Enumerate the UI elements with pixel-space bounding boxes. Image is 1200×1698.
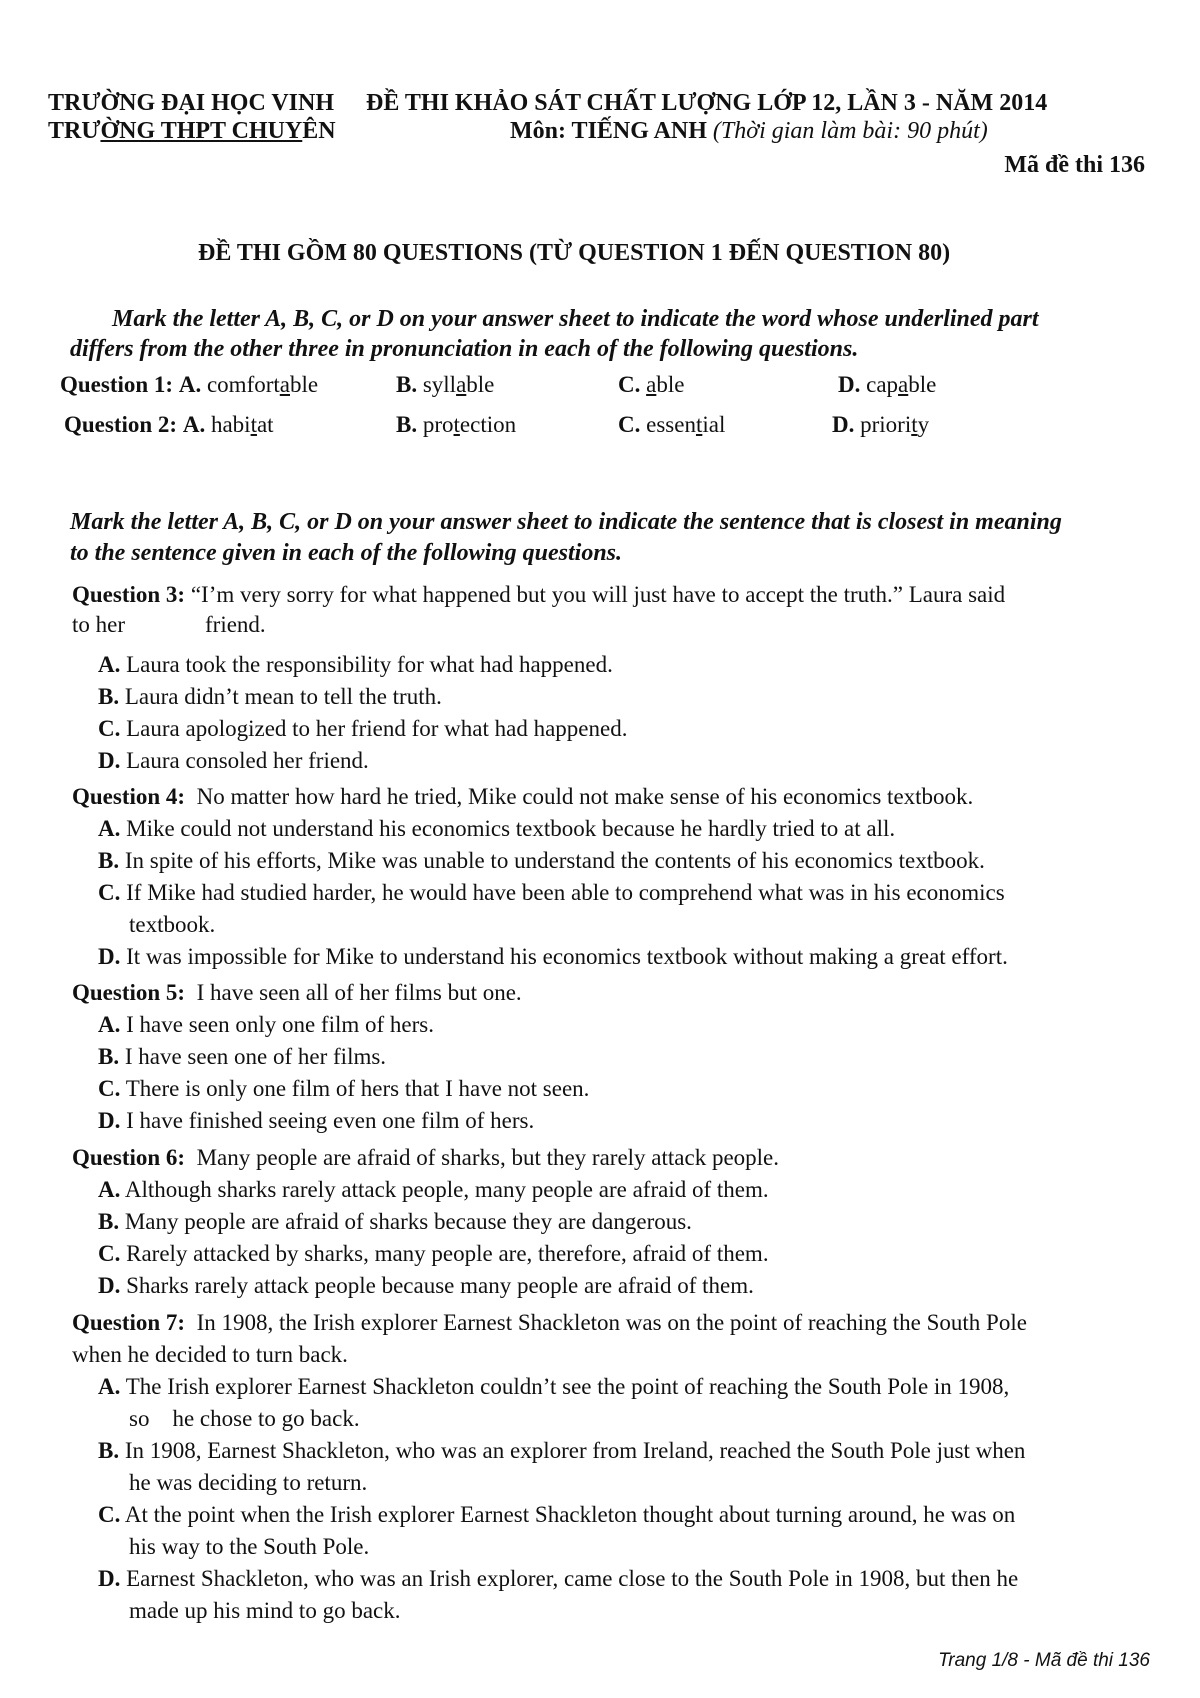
q6-c-text: Rarely attacked by sharks, many people are, therefore, afraid of them. xyxy=(120,1241,769,1266)
q6-stem-text: Many people are afraid of sharks, but they rarely attack people. xyxy=(196,1145,780,1170)
q7-c-letter: C. xyxy=(98,1502,121,1527)
q2-option-d xyxy=(832,412,929,438)
q5-d-text: I have finished seeing even one film of hers. xyxy=(120,1108,535,1133)
q3-option-a xyxy=(98,652,613,678)
q6-b-text: Many people are afraid of sharks because they are dangerous. xyxy=(119,1209,692,1234)
q4-b-letter: B. xyxy=(98,848,120,873)
q2-d-pre: priori xyxy=(854,412,912,437)
q6-a-letter: A. xyxy=(98,1177,121,1202)
q5-label: Question 5: xyxy=(72,980,186,1005)
q1-a-post: ble xyxy=(290,372,319,397)
q7-a-letter: A. xyxy=(98,1374,121,1399)
q2-a-letter: A. xyxy=(182,412,206,437)
q6-option-b xyxy=(98,1209,692,1235)
q1-b-letter: B. xyxy=(396,372,418,397)
q1-option-c xyxy=(618,372,684,398)
q5-c-text: There is only one film of hers that I have not seen. xyxy=(120,1076,590,1101)
q7-label: Question 7: xyxy=(72,1310,186,1335)
q1-d-post: ble xyxy=(908,372,937,397)
q2-b-pre: pro xyxy=(417,412,454,437)
q7-stem-line2: when he decided to turn back. xyxy=(72,1342,348,1367)
subject-label: Môn: TIẾNG ANH xyxy=(510,118,707,144)
q7-option-b-cont: he was deciding to return. xyxy=(129,1470,368,1495)
q3-b-letter: B. xyxy=(98,684,120,709)
q3-label: Question 3: xyxy=(72,582,186,607)
q4-option-b xyxy=(98,848,985,874)
q6-stem xyxy=(72,1145,779,1171)
q7-option-d-cont: made up his mind to go back. xyxy=(129,1598,401,1623)
q2-option-b xyxy=(396,412,516,438)
exam-code: Mã đề thi 136 xyxy=(1004,152,1145,178)
q7-stem-line1 xyxy=(72,1310,1027,1336)
section1-instruction-line1: Mark the letter A, B, C, or D on your answer sheet to indicate the word whose underlined part xyxy=(112,306,1039,332)
main-title: ĐỀ THI GỒM 80 QUESTIONS (TỪ QUESTION 1 ĐẾN QUESTION 80) xyxy=(198,240,951,266)
section2-instruction-line1: Mark the letter A, B, C, or D on your answer sheet to indicate the sentence that is closest in meaning xyxy=(70,509,1062,535)
q1-label: Question 1: xyxy=(60,372,174,397)
q4-option-d xyxy=(98,944,1008,970)
q7-a-text: The Irish explorer Earnest Shackleton couldn’t see the point of reaching the South Pole in 1908, xyxy=(120,1374,1010,1399)
q5-b-text: I have seen one of her films. xyxy=(119,1044,387,1069)
q6-d-letter: D. xyxy=(98,1273,121,1298)
q4-a-text: Mike could not understand his economics textbook because he hardly tried to at all. xyxy=(120,816,896,841)
q1-a-letter: A. xyxy=(178,372,202,397)
q7-b-text: In 1908, Earnest Shackleton, who was an explorer from Ireland, reached the South Pole just when xyxy=(119,1438,1026,1463)
q7-c-text: At the point when the Irish explorer Earnest Shackleton thought about turning around, he was on xyxy=(120,1502,1016,1527)
q3-stem-line2b: friend. xyxy=(205,612,266,637)
section1-instruction-line2: differs from the other three in pronunciation in each of the following questions. xyxy=(70,336,859,362)
q2-option-c xyxy=(618,412,725,438)
q6-option-c xyxy=(98,1241,769,1267)
section2-instruction-line2: to the sentence given in each of the following questions. xyxy=(70,540,623,566)
q7-option-c-cont: his way to the South Pole. xyxy=(129,1534,370,1559)
q5-a-letter: A. xyxy=(98,1012,121,1037)
q7-option-c xyxy=(98,1502,1015,1528)
q2-d-post: y xyxy=(917,412,930,437)
q3-a-letter: A. xyxy=(98,652,121,677)
q1-option-d xyxy=(838,372,936,398)
q1-option-b xyxy=(396,372,494,398)
q4-option-a xyxy=(98,816,895,842)
q1 xyxy=(60,372,318,398)
q7-option-a-cont: so he chose to go back. xyxy=(129,1406,360,1431)
q2-c-letter: C. xyxy=(618,412,641,437)
q4-c-letter: C. xyxy=(98,880,121,905)
q3-a-text: Laura took the responsibility for what had happened. xyxy=(120,652,613,677)
q6-b-letter: B. xyxy=(98,1209,120,1234)
q3-stem-text: “I’m very sorry for what happened but you will just have to accept the truth.” Laura said xyxy=(190,582,1006,607)
q6-a-text: Although sharks rarely attack people, many people are afraid of them. xyxy=(120,1177,769,1202)
q1-d-letter: D. xyxy=(838,372,861,397)
q3-option-d xyxy=(98,748,369,774)
q6-c-letter: C. xyxy=(98,1241,121,1266)
q5-a-text: I have seen only one film of hers. xyxy=(120,1012,434,1037)
q7-stem-text: In 1908, the Irish explorer Earnest Shackleton was on the point of reaching the South Pole xyxy=(196,1310,1027,1335)
q2 xyxy=(64,412,274,438)
q5-stem-text: I have seen all of her films but one. xyxy=(196,980,522,1005)
q7-option-a xyxy=(98,1374,1009,1400)
q6-d-text: Sharks rarely attack people because many people are afraid of them. xyxy=(120,1273,754,1298)
q1-a-pre: comfort xyxy=(201,372,280,397)
school-subname-post: ÊN xyxy=(302,118,336,144)
q2-b-letter: B. xyxy=(396,412,418,437)
q1-d-pre: cap xyxy=(860,372,899,397)
time-note: (Thời gian làm bài: 90 phút) xyxy=(712,118,988,144)
q7-option-d xyxy=(98,1566,1018,1592)
q1-b-pre: syll xyxy=(417,372,457,397)
q2-d-underlined: t xyxy=(911,412,918,437)
school-subname-pre: TRƯ xyxy=(48,118,101,144)
q3-d-text: Laura consoled her friend. xyxy=(120,748,369,773)
q6-label: Question 6: xyxy=(72,1145,186,1170)
subject-line xyxy=(510,118,988,145)
page-footer: Trang 1/8 - Mã đề thi 136 xyxy=(938,1650,1150,1671)
school-subname xyxy=(48,118,336,145)
q1-b-underlined: a xyxy=(456,372,467,397)
q3-d-letter: D. xyxy=(98,748,121,773)
q2-a-pre: habi xyxy=(205,412,251,437)
q1-b-post: ble xyxy=(466,372,495,397)
q2-label: Question 2: xyxy=(64,412,178,437)
q7-d-letter: D. xyxy=(98,1566,121,1591)
exam-title: ĐỀ THI KHẢO SÁT CHẤT LƯỢNG LỚP 12, LẦN 3 - NĂM 2014 xyxy=(366,90,1048,116)
q2-c-pre: essen xyxy=(640,412,696,437)
q1-a-underlined: a xyxy=(279,372,290,397)
q6-option-a xyxy=(98,1177,769,1203)
q5-b-letter: B. xyxy=(98,1044,120,1069)
q7-d-text: Earnest Shackleton, who was an Irish explorer, came close to the South Pole in 1908, but then he xyxy=(120,1566,1019,1591)
q4-d-text: It was impossible for Mike to understand his economics textbook without making a great effort. xyxy=(120,944,1008,969)
q3-stem-line1 xyxy=(72,582,1005,608)
q2-a-underlined: t xyxy=(250,412,257,437)
q4-option-c xyxy=(98,880,1005,906)
q5-option-d xyxy=(98,1108,534,1134)
q1-d-underlined: a xyxy=(898,372,909,397)
q4-d-letter: D. xyxy=(98,944,121,969)
q6-option-d xyxy=(98,1273,754,1299)
q4-stem-text: No matter how hard he tried, Mike could not make sense of his economics textbook. xyxy=(196,784,974,809)
q1-c-letter: C. xyxy=(618,372,641,397)
q3-stem-line2a: to her xyxy=(72,612,126,637)
q5-stem xyxy=(72,980,522,1006)
q3-option-c xyxy=(98,716,627,742)
q2-c-post: ial xyxy=(702,412,726,437)
q5-option-a xyxy=(98,1012,434,1038)
q3-b-text: Laura didn’t mean to tell the truth. xyxy=(119,684,442,709)
q2-a-post: at xyxy=(256,412,274,437)
q4-b-text: In spite of his efforts, Mike was unable to understand the contents of his economics textbook. xyxy=(119,848,985,873)
q4-stem xyxy=(72,784,973,810)
q1-c-post: ble xyxy=(656,372,685,397)
q5-d-letter: D. xyxy=(98,1108,121,1133)
q2-b-underlined: t xyxy=(453,412,460,437)
q5-option-c xyxy=(98,1076,589,1102)
school-subname-underlined: ỜNG THPT CHUY xyxy=(100,118,303,144)
q3-c-letter: C. xyxy=(98,716,121,741)
q4-c-text: If Mike had studied harder, he would have been able to comprehend what was in his economics xyxy=(120,880,1005,905)
q7-option-b xyxy=(98,1438,1025,1464)
q4-option-c-cont: textbook. xyxy=(129,912,216,937)
q1-c-underlined: a xyxy=(646,372,657,397)
q4-label: Question 4: xyxy=(72,784,186,809)
q5-option-b xyxy=(98,1044,386,1070)
q4-a-letter: A. xyxy=(98,816,121,841)
q2-c-underlined: t xyxy=(695,412,703,437)
q3-option-b xyxy=(98,684,442,710)
q2-b-post: ection xyxy=(459,412,517,437)
q2-d-letter: D. xyxy=(832,412,855,437)
q5-c-letter: C. xyxy=(98,1076,121,1101)
q7-b-letter: B. xyxy=(98,1438,120,1463)
q3-c-text: Laura apologized to her friend for what had happened. xyxy=(120,716,628,741)
school-name: TRƯỜNG ĐẠI HỌC VINH xyxy=(48,90,335,116)
